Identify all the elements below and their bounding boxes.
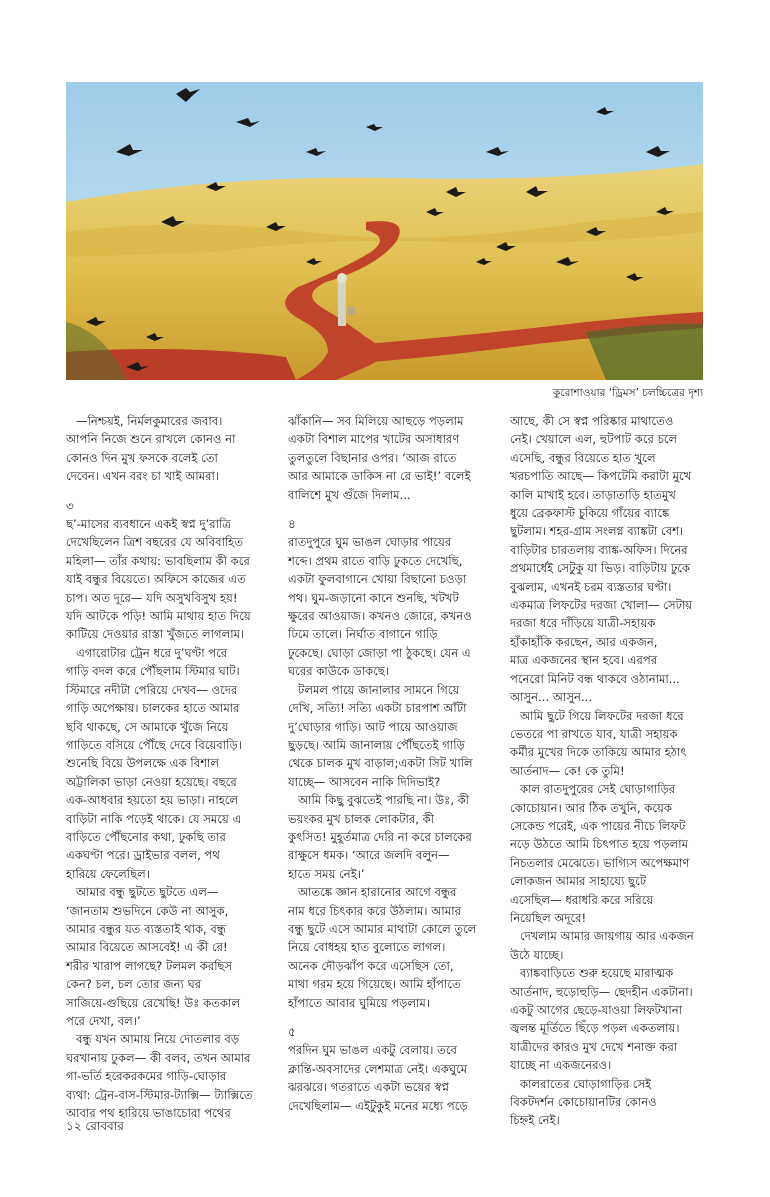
paragraph: আছে, কী সে স্বপ্ন পরিষ্কার মাথাতেও নেই। খেয়ালে এল, হুটপাট করে চলে এসেছি, বন্ধুর বিয়েতে হাত খুলে খরচপাতি আছে— কিপটেমি করাটা মুখে কালি মাখাই হবে। তাড়াতাড়ি হাতমুখ ধুয়ে ব্রেকফাস্ট চুকিয়ে গাঁয়ের ব্যাঙ্কে ছুটলাম। শহর-গ্রাম সংলগ্ন ব্যাঙ্কটা বেশ। বাড়িটার চারতলায় ব্যাঙ্ক-অফিস। দিনের প্রথমার্ধেই সেটুকু যা ভিড়। বাড়িটায় ঢুকে বুঝলাম, এখনই চরম ব্যস্ততার ঘণ্টা। একমাত্র লিফটের দরজা খোলা— সেটায় দরজা ধরে দাঁড়িয়ে যাত্রী-সহায়ক হাঁকাহাঁকি করছেন, আর একজন, মাত্র একজনের স্থান হবে। এরপর পনেরো মিনিট বন্ধ থাকবে ওঠানামা... আসুন... আসুন... xyxy=(510,414,693,705)
paragraph: কালরাতের ঘোড়াগাড়ির সেই বিকটদর্শন কোচোয়ানটির কোনও চিহ্নই নেই। xyxy=(510,1076,657,1128)
paragraph: ব্যাঙ্কবাড়িতে শুরু হয়েছে মারাত্মক আর্তনাদ, হুড়োহুড়ি— ছেদহীন একটানা। একটু আগের ছেড়ে-যাওয়া লিফটখানা জ্বলন্ত মূর্তিতে ছিঁড়ে পড়ল একতলায়। যাত্রীদের কারও মুখ দেখে শনাক্ত করা যাচ্ছে না একজনেরও। xyxy=(510,966,693,1073)
photo-caption: কুরোশাওয়ার ‘ড্রিমস’ চলচ্চিত্রের দৃশ্য xyxy=(553,387,703,399)
paragraph: বন্ধু যখন আমায় নিয়ে দোতলার বড় ঘরখানায় ঢুকল— কী বলব, তখন আমার গা-ভর্তি হরেকরকমের গাড়ি-ঘোড়ার ব্যথা: ট্রেন-বাস-স্টিমার-ট্যাক্সি— ট্যাক্সিতে আবার পথ হারিয়ে ভাঙাচোরা পথের xyxy=(66,1032,253,1121)
paragraph: —নিশ্চয়ই, নির্মলকুমারের জবাব। আপনি নিজে শুনে রাখলে কোনও না কোনও দিন মুখ ফসকে বলেই তো দেবেন। এখন বরং চা খাই আমরা। xyxy=(66,414,236,484)
page-folio: ১২ রোববার xyxy=(66,1119,124,1133)
article-column-2 xyxy=(288,412,501,1115)
paragraph: আমি কিছু বুঝতেই পারছি না। উঃ, কী ভয়ংকর মুখ চালক লোকটার, কী কুৎসিত! মুহূর্তমাত্র দেরি না করে চালকের রাক্ষুসে ধমক। ‘আরে জলদি বলুন— হাতে সময় নেই।’ xyxy=(288,793,472,881)
section-number: ৩ xyxy=(66,498,74,513)
article-column-1 xyxy=(66,412,279,1122)
wheat-field-with-crows-image xyxy=(66,82,703,380)
section-number: ৪ xyxy=(288,517,296,532)
paragraph: ছ’-মাসের ব্যবধানে একই স্বপ্ন দু’রাত্রি দেখেছিলেন ত্রিশ বছরের যে অবিবাহিত মহিলা— তাঁর কথায়: ভাবছিলাম কী করে যাই বন্ধুর বিয়েতে। অফিসে কাজের এত চাপ। অত দূরে— যদি অসুখবিসুখ হয়! যদি আটকে পড়ি! আমি মাথায় হাত দিয়ে কাটিয়ে দেওয়ার রাস্তা খুঁজতে লাগলাম। xyxy=(66,517,251,642)
paragraph: পরদিন ঘুম ভাঙল একটু বেলায়। তবে ক্লান্তি-অবসাদের লেশমাত্র নেই। একঘুমে ঝরঝরে। গতরাতে একটা ভয়ের স্বপ্ন দেখেছিলাম— এইটুকুই মনের মধ্যে পড়ে xyxy=(288,1043,468,1113)
article-column-3 xyxy=(510,412,723,1130)
paragraph: এগারোটার ট্রেন ধরে দু’ঘণ্টা পরে গাড়ি বদল করে পৌঁছলাম স্টিমার ঘাট। স্টিমারে নদীটা পেরিয়ে দেখব— ওদের গাড়ি অপেক্ষায়। চালকের হাতে আমার ছবি থাকছে, সে আমাকে খুঁজে নিয়ে গাড়িতে বসিয়ে পৌঁছে দেবে বিয়েবাড়ি। শুনেছি বিয়ে উপলক্ষে এক বিশাল অট্টালিকা ভাড়া নেওয়া হয়েছে। বছরে এক-আধবার হয়তো হয় ভাড়া। নাহলে বাড়িটা নাকি পড়েই থাকে। যে সময়ে এ বাড়িতে পৌঁছনোর কথা, ঢুকছি তার একঘণ্টা পরে। ড্রাইভার বলল, পথ হারিয়ে ফেলেছিল। xyxy=(66,645,242,881)
paragraph: টলমল পায়ে জানালার সামনে গিয়ে দেখি, সত্যি! সত্যি একটা চারপাশ আঁটা দু’ঘোড়ার গাড়ি। আট পায়ে আওয়াজ ছুড়ছে। আমি জানালায় পৌঁছতেই গাড়ি থেকে চালক মুখ বাড়াল;একটা সিট খালি যাচ্ছে— আসবেন নাকি দিদিভাই? xyxy=(288,682,473,789)
paragraph: রাতদুপুরে ঘুম ভাঙল ঘোড়ার পায়ের শব্দে। প্রথম রাতে বাড়ি ঢুকতে দেখেছি, একটা ফুলবাগানে খোয়া বিছানো চওড়া পথ। ঘুম-জড়ানো কানে শুনছি, খটখট ক্ষুরের আওয়াজ। কখনও জোরে, কখনও ঢিমে তালে। নির্ঘাত বাগানে গাড়ি ঢুকেছে। ঘোড়া জোড়া পা ঠুকছে। যেন এ ঘরের কাউকে ডাকছে। xyxy=(288,535,472,679)
film-still-photo xyxy=(66,82,703,380)
paragraph: আমার বন্ধু ছুটতে ছুটতে এল— ‘জানতাম শুভদিনে কেউ না আসুক, আমার বন্ধুর যত ব্যস্ততাই থাক, বন্ধু আমার বিয়েতে আসবেই! এ কী রে! শরীর খারাপ লাগছে? টলমল করছিস কেন? চল, চল তোর জন্য ঘর সাজিয়ে-গুছিয়ে রেখেছি! উঃ কতকাল পরে দেখা, বল।’ xyxy=(66,885,241,1028)
section-number: ৫ xyxy=(288,1025,296,1039)
paragraph: কাল রাতদুপুরের সেই ঘোড়াগাড়ির কোচোয়ান। আর ঠিক তখুনি, কয়েক সেকেন্ড পরেই, এক পায়ের নীচে লিফট নড়ে উঠতে আমি চিৎপাত হয়ে পড়লাম নিচতলার মেঝেতে। ভাগ্যিস অপেক্ষমাণ লোকজন আমার সাহায্যে ছুটে এসেছিল— ধরাধরি করে সরিয়ে নিয়েছিল অদূরে! xyxy=(510,782,690,925)
paragraph: ঝাঁকানি— সব মিলিয়ে আছড়ে পড়লাম একটা বিশাল মাপের খাটের অসাধারণ তুলতুলে বিছানার ওপর। ‘আজ রাতে আর আমাকে ডাকিস না রে ভাই!’ বলেই বালিশে মুখ গুঁজে দিলাম... xyxy=(288,414,471,502)
paragraph: আতঙ্কে জ্ঞান হারানোর আগে বন্ধুর নাম ধরে চিৎকার করে উঠলাম। আমার বন্ধু ছুটে এসে আমার মাথাটা কোলে তুলে নিয়ে বোধহয় হাত বুলোতে লাগল। অনেক দৌড়ঝাঁপ করে এসেছিস তো, মাথা গরম হয়ে গিয়েছে। আমি হাঁপাতে হাঁপাতে আবার ঘুমিয়ে পড়লাম। xyxy=(288,885,477,1010)
paragraph: আমি ছুটে গিয়ে লিফটের দরজা ধরে ভেতরে পা রাখতে যাব, যাত্রী সহায়ক কর্মীর মুখের দিকে তাকিয়ে আমার হঠাৎ আর্তনাদ— কে! কে তুমি! xyxy=(510,708,687,778)
paragraph: দেখলাম আমার জায়গায় আর একজন উঠে যাচ্ছে। xyxy=(510,929,694,962)
